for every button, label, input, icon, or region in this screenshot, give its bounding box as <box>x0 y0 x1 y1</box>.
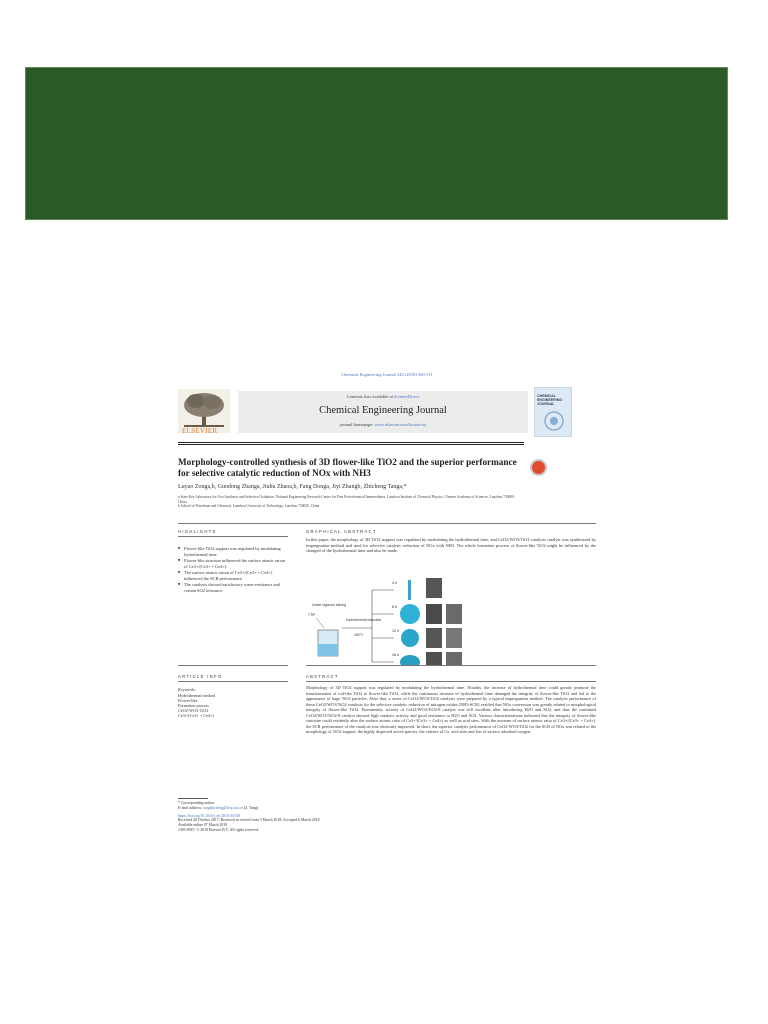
list-item: Ce3+/(Ce3+ + Ce4+) <box>178 713 214 718</box>
affiliation-a: a State Key Laboratory for Oxo Synthesis and Selective Oxidation, National Engineering Research Center for Fine Petrochemical Intermediates, Lanzhou Institute of Chemical Physics, Chinese Academy of Sciences, Lanzhou 730000, China <box>178 495 515 504</box>
header-rule-bottom <box>178 444 524 445</box>
graphical-abstract-figure <box>306 576 506 666</box>
copyright: 1385-8947/ © 2018 Elsevier B.V. All rights reserved. <box>178 827 259 832</box>
doi-link[interactable]: https://doi.org/10.1016/j.cej.2018.03.039 <box>178 813 241 818</box>
flower-morphology-12h <box>401 629 419 647</box>
ttip-label: TTIP <box>308 613 316 617</box>
footnote-rule <box>178 798 208 799</box>
paper-title: Morphology-controlled synthesis of 3D flower-like TiO2 and the superior performance for selective catalytic reduction of NOx with NH3 <box>178 457 517 478</box>
top-banner <box>25 67 728 220</box>
time-label-12h: 12 h <box>392 629 399 633</box>
list-item: ■ Flower-like structure influenced the surface atomic ration of Ce3+/(Ce3+ + Ce4+). <box>178 558 288 569</box>
homepage-line: journal homepage: www.elsevier.com/locate/cej <box>339 422 427 427</box>
list-item: ■ Flower-like TiO2 support was regulated by modulating hydrothermal time. <box>178 546 288 557</box>
abstract-heading: ABSTRACT <box>306 674 339 679</box>
abstract-rule <box>306 665 596 666</box>
sem-image <box>426 578 442 598</box>
highlights-heading: HIGHLIGHTS <box>178 529 217 534</box>
sciencedirect-link[interactable]: ScienceDirect <box>394 394 420 399</box>
highlights-list <box>178 546 288 594</box>
keywords-label: Keywords: <box>178 687 196 692</box>
list-item: ■ The catalysts showed satisfactory water-resistance and certain SO2 tolerance. <box>178 582 288 593</box>
journal-banner <box>238 391 528 433</box>
article-info-rule <box>178 665 288 666</box>
time-label-16h: 16 h <box>392 653 399 657</box>
journal-cover-thumbnail <box>534 387 572 437</box>
list-item: ■ The surface atomic ration of Ce3+/(Ce3+ + Ce4+) influenced the SCR performance. <box>178 570 288 581</box>
journal-reference[interactable]: Chemical Engineering Journal 343 (2018) 500-511 <box>341 372 433 377</box>
sem-image <box>446 652 462 666</box>
author-list: Luyao Zonga,b, Guodong Zhanga, Jiuhu Zhaoa,b, Fang Donga, Jiyi Zhangb, Zhicheng Tanga,* <box>178 484 407 490</box>
available-online: Available online 07 March 2018 <box>178 823 228 828</box>
journal-header <box>178 387 596 437</box>
temperature-label: 180°C <box>354 633 364 637</box>
time-label-4h: 4 h <box>392 581 397 585</box>
received-dates: Received 20 October 2017; Received in revised form 5 March 2018; Accepted 6 March 2018 <box>178 818 320 823</box>
list-item: Formation process <box>178 703 210 708</box>
article-info-heading: ARTICLE INFO <box>178 674 223 679</box>
graphical-abstract-heading: GRAPHICAL ABSTRACT <box>306 529 377 534</box>
flower-morphology-8h <box>400 604 420 624</box>
elsevier-wordmark: ELSEVIER <box>182 427 218 435</box>
sem-image <box>426 628 442 648</box>
list-item: Hydrothermal method <box>178 693 216 698</box>
time-label-8h: 8 h <box>392 605 397 609</box>
cover-title: CHEMICAL ENGINEERING JOURNAL <box>537 394 563 406</box>
sem-image <box>446 628 462 648</box>
highlights-rule <box>178 536 288 537</box>
sem-image <box>426 604 442 624</box>
email-line: E-mail address: tangzhicheng@licp.cas.cn (Z. Tang). <box>178 805 260 810</box>
abstract-rule-2 <box>306 681 596 682</box>
homepage-link[interactable]: www.elsevier.com/locate/cej <box>374 422 427 427</box>
journal-title: Chemical Engineering Journal <box>319 405 447 416</box>
footnotes <box>178 801 478 833</box>
stirring-label: Under vigorous stirring <box>312 603 347 607</box>
email-link[interactable]: tangzhicheng@licp.cas.cn <box>203 805 243 810</box>
check-for-updates-icon[interactable] <box>530 459 547 476</box>
header-rule-top <box>178 442 524 443</box>
section-divider <box>178 523 596 524</box>
sem-image <box>426 652 442 666</box>
sem-image <box>446 604 462 624</box>
keywords-list <box>178 693 288 718</box>
paper-page <box>172 362 602 852</box>
rod-morphology <box>408 580 411 600</box>
article-info-rule-2 <box>178 681 288 682</box>
abstract-text: Morphology of 3D TiO2 support was regulated by modulating the hydrothermal time. Notably, the increase of hydrothermal time could greatly promote the transformation of rod-like TiO2 to flower-like TiO2, while the continuous increase of hydrothermal time damaged the integrity of flower-like TiO2 and led to the appearance of large TiO2 particles. After that, a series of CeO2/WO3/TiO2 catalysts were prepared by a typical impregnation method. The catalytic performance of these CeO2/WO3/TiO2 catalysts for the selective catalytic reduction of nitrogen oxides (NH3-SCR) verified that NOx conversion was greatly related to morphological integrity of flower-like TiO2. Prominently, activity of CeO2/WO3/TiO2-8 catalyst was still excellent after introducing H2O and SO2, and thus the combined CeO2/WO3/TiO2-8 catalyst showed high catalytic activity and good resistance to H2O and SO2. Various characterizations indicated that the integrity of flower-like structure could evidently alter the surface atomic ratio of Ce3+/(Ce3+ + Ce4+) as well as acid sites. With the increase of surface atomic ratio of Ce3+/(Ce3+ + Ce4+), the SCR performance of the catalysts was obviously improved. In short, the superior catalytic performance of CeO2-WO3/TiO2 for the SCR of NOx was related to the morphology of TiO2 support, the highly dispersed active species, the valence of Ce, acid sites and lots of surface adsorbed oxygen. <box>306 685 596 734</box>
dropper-line <box>316 618 324 628</box>
list-item: CeO2-WO3-TiO2 <box>178 708 209 713</box>
corresponding-note: * Corresponding author. <box>178 801 215 805</box>
contents-line: Contents lists available at ScienceDirect <box>346 394 420 399</box>
cover-graphic-icon <box>543 410 565 432</box>
list-item: Flower-like <box>178 698 198 703</box>
graphical-abstract-text: In this paper, the morphology of 3D TiO2 support was regulated by modulating the hydrothermal time, and CeO2/WO3/TiO2 catalysts catalyst was synthesized by impregnation method and used for selective catalytic reduction of NOx with NH3. The whole formation process of flower-like TiO2 might be influenced by the changed of the hydrothermal time and also be made. <box>306 537 596 554</box>
hydrothermal-label: Hydrothermal reduction <box>346 618 382 622</box>
affiliation-b: b School of Petroleum and Chemical, Lanzhou University of Technology, Lanzhou 730050, China <box>178 504 320 509</box>
affiliations <box>178 495 518 509</box>
beaker-liquid <box>318 644 338 656</box>
